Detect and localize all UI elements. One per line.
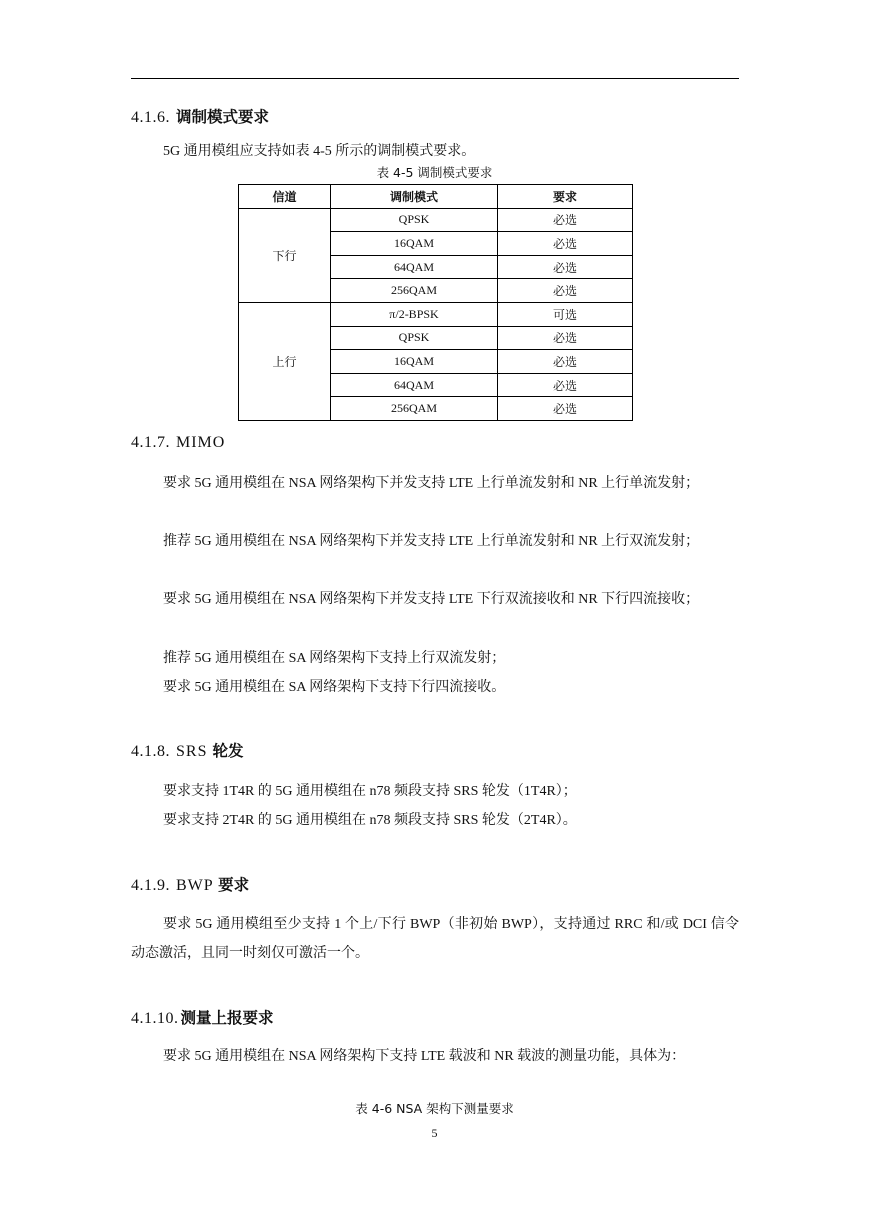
header-rule: [131, 78, 739, 79]
paragraph-4-1-6-intro: 5G 通用模组应支持如表 4-5 所示的调制模式要求。: [163, 144, 476, 159]
requirement-cell: 可选: [498, 302, 633, 326]
section-heading-4-1-8: [131, 740, 243, 763]
requirement-cell: 必选: [498, 326, 633, 350]
section-title: [176, 743, 243, 760]
section-heading-4-1-7: [131, 432, 225, 454]
requirement-cell: 必选: [498, 208, 633, 232]
header-modulation: 调制模式: [331, 185, 498, 209]
modulation-cell: 16QAM: [331, 232, 498, 256]
modulation-cell: 256QAM: [331, 279, 498, 303]
section-heading-4-1-9: [131, 874, 249, 897]
section-number: 4.1.8.: [131, 743, 170, 760]
modulation-cell: QPSK: [331, 326, 498, 350]
modulation-table: [238, 184, 633, 421]
section-heading-4-1-10: [131, 1007, 274, 1030]
modulation-cell: 64QAM: [331, 255, 498, 279]
channel-cell-uplink: 上行: [239, 302, 331, 420]
requirement-cell: 必选: [498, 232, 633, 256]
modulation-cell: 256QAM: [331, 397, 498, 421]
table-header-row: [239, 185, 633, 209]
paragraph-mimo-5: 要求 5G 通用模组在 SA 网络架构下支持下行四流接收。: [163, 680, 506, 695]
requirement-cell: 必选: [498, 279, 633, 303]
section-title: MIMO: [176, 434, 226, 451]
header-channel: 信道: [239, 185, 331, 209]
section-number: 4.1.10.: [131, 1010, 179, 1027]
requirement-cell: 必选: [498, 373, 633, 397]
section-number: 4.1.9.: [131, 877, 170, 894]
paragraph-mimo-4: 推荐 5G 通用模组在 SA 网络架构下支持上行双流发射；: [163, 651, 506, 666]
header-requirement: 要求: [498, 185, 633, 209]
paragraph-mimo-3: 要求 5G 通用模组在 NSA 网络架构下并发支持 LTE 下行双流接收和 NR 下行四流接收；: [163, 592, 700, 607]
paragraph-srs-1: 要求支持 1T4R 的 5G 通用模组在 n78 频段支持 SRS 轮发（1T4R）；: [163, 784, 577, 799]
section-title-cn: 要求: [218, 876, 250, 894]
section-title: 调制模式要求: [176, 108, 270, 126]
requirement-cell: 必选: [498, 397, 633, 421]
section-title-latin: BWP: [176, 877, 214, 894]
section-heading-4-1-6: [131, 106, 269, 129]
table-4-5-caption: 表 4-5 调制模式要求: [376, 165, 493, 180]
section-title: 测量上报要求: [180, 1009, 274, 1027]
table-row: [239, 208, 633, 232]
modulation-cell: 16QAM: [331, 350, 498, 374]
section-title-latin: SRS: [176, 743, 208, 760]
section-title: [176, 877, 249, 894]
requirement-cell: 必选: [498, 255, 633, 279]
paragraph-mimo-2: 推荐 5G 通用模组在 NSA 网络架构下并发支持 LTE 上行单流发射和 NR 上行双流发射；: [163, 534, 700, 549]
paragraph-mimo-1: 要求 5G 通用模组在 NSA 网络架构下并发支持 LTE 上行单流发射和 NR 上行单流发射；: [163, 476, 700, 491]
paragraph-bwp: 要求 5G 通用模组至少支持 1 个上/下行 BWP（非初始 BWP），支持通过 RRC 和/或 DCI 信令动态激活，且同一时刻仅可激活一个。: [131, 917, 739, 961]
section-title-cn: 轮发: [212, 742, 244, 760]
section-number: 4.1.7.: [131, 434, 170, 451]
page-number: 5: [431, 1126, 438, 1140]
modulation-cell: π/2-BPSK: [331, 302, 498, 326]
section-number: 4.1.6.: [131, 109, 170, 126]
paragraph-measurement: 要求 5G 通用模组在 NSA 网络架构下支持 LTE 载波和 NR 载波的测量功能，具体为：: [163, 1049, 686, 1064]
table-row: [239, 302, 633, 326]
modulation-cell: 64QAM: [331, 373, 498, 397]
channel-cell-downlink: 下行: [239, 208, 331, 302]
requirement-cell: 必选: [498, 350, 633, 374]
modulation-cell: QPSK: [331, 208, 498, 232]
paragraph-srs-2: 要求支持 2T4R 的 5G 通用模组在 n78 频段支持 SRS 轮发（2T4R）。: [163, 813, 577, 828]
table-4-6-caption: 表 4-6 NSA 架构下测量要求: [355, 1101, 514, 1116]
